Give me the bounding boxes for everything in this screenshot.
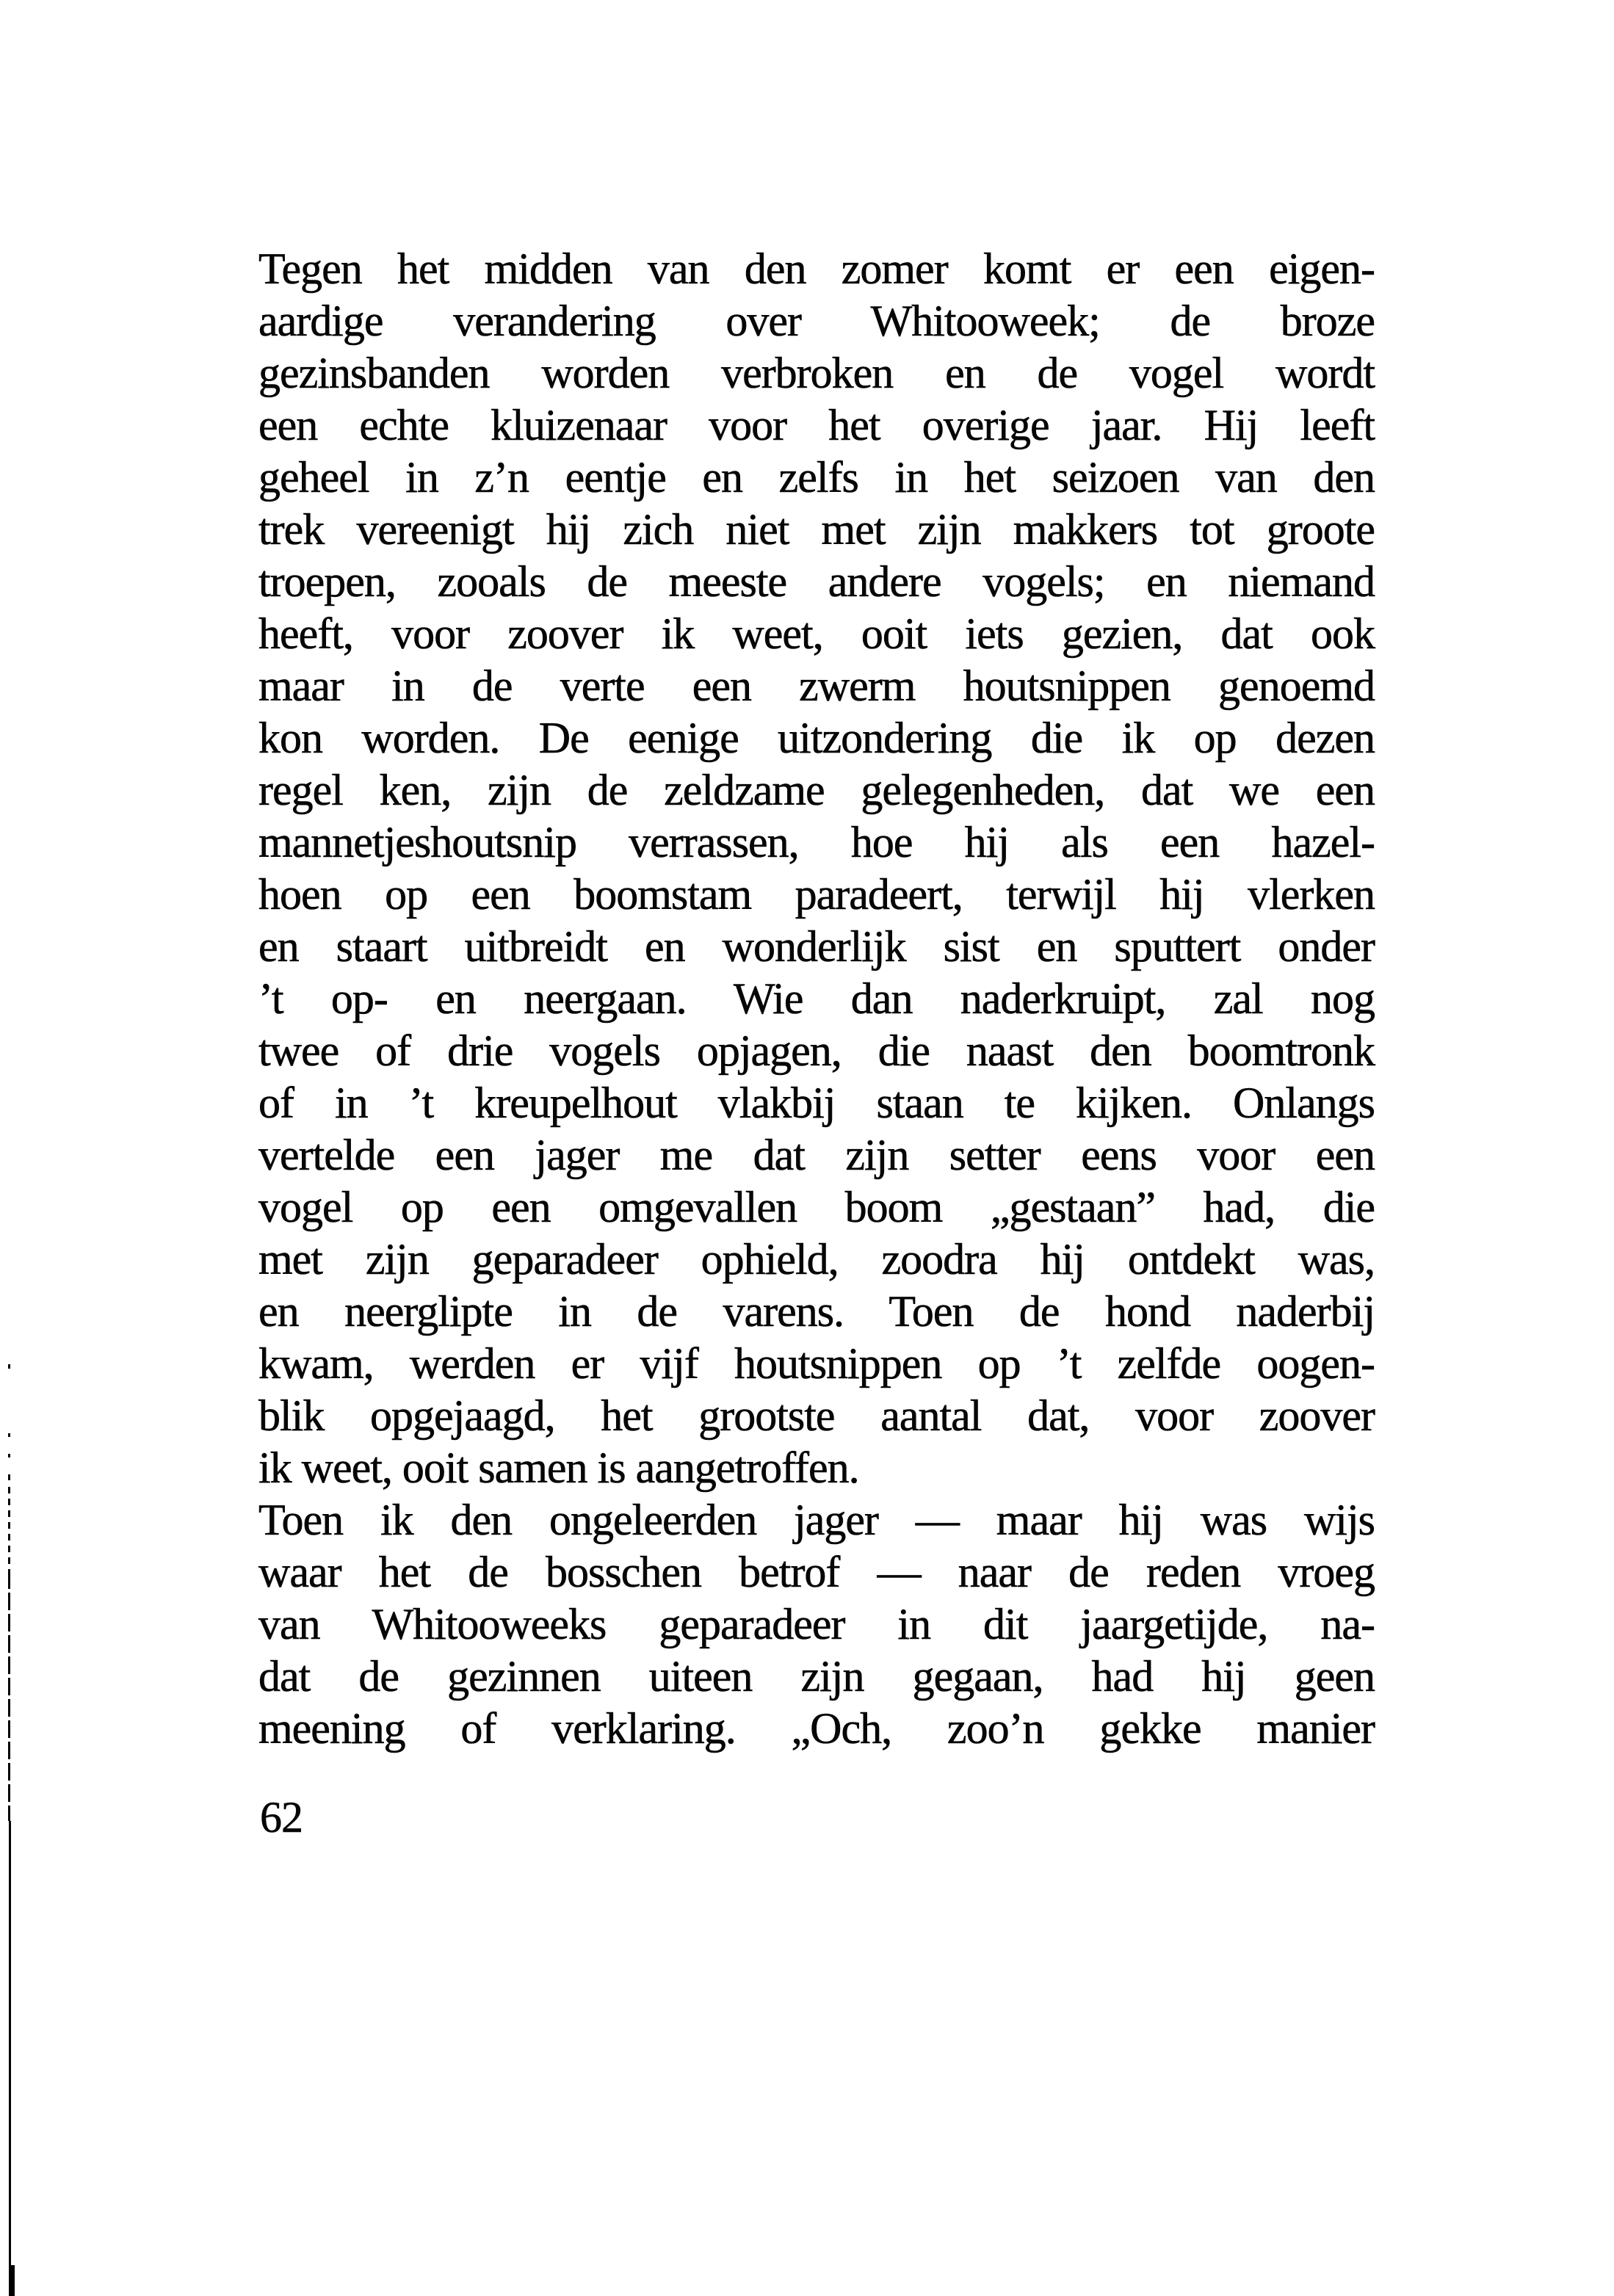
body-text — [258, 243, 1375, 1755]
text-line: troepen, zooals de meeste andere vogels; en niemand — [258, 557, 1375, 606]
text-line: waar het de bosschen betrof — naar de reden vroeg — [258, 1548, 1375, 1596]
scan-artifact-dot — [8, 1454, 10, 1457]
text-line: meening of verklaring. „Och, zoo’n gekke manier — [258, 1704, 1375, 1753]
text-line: trek vereenigt hij zich niet met zijn makkers tot groote — [258, 505, 1375, 554]
text-line: kon worden. De eenige uitzondering die ik op dezen — [258, 714, 1375, 762]
text-line: aardige verandering over Whitooweek; de broze — [258, 297, 1375, 345]
text-line: en staart uitbreidt en wonderlijk sist en sputtert onder — [258, 922, 1375, 971]
page-number: 62 — [260, 1793, 303, 1841]
scan-artifact-edge-line — [9, 1821, 11, 2296]
text-line: kwam, werden er vijf houtsnippen op ’t zelfde oogen- — [258, 1339, 1375, 1388]
text-line: of in ’t kreupelhout vlakbij staan te kijken. Onlangs — [258, 1079, 1375, 1127]
text-line: gezinsbanden worden verbroken en de vogel wordt — [258, 349, 1375, 397]
text-line: ik weet, ooit samen is aangetroffen. — [258, 1444, 859, 1492]
scan-artifact-dot — [8, 1433, 10, 1437]
text-line: met zijn geparadeer ophield, zoodra hij ontdekt was, — [258, 1235, 1375, 1283]
scan-artifact-dot — [8, 1364, 10, 1369]
scan-artifact-broken-line — [8, 1571, 10, 1821]
scan-artifact-dot — [8, 1474, 10, 1480]
text-line: van Whitooweeks geparadeer in dit jaargetijde, na- — [258, 1600, 1375, 1648]
text-line: maar in de verte een zwerm houtsnippen genoemd — [258, 662, 1375, 710]
text-line: heeft, voor zoover ik weet, ooit iets gezien, dat ook — [258, 609, 1375, 658]
text-line: hoen op een boomstam paradeert, terwijl hij vlerken — [258, 870, 1375, 919]
text-line: en neerglipte in de varens. Toen de hond naderbij — [258, 1287, 1375, 1336]
text-line: mannetjeshoutsnip verrassen, hoe hij als een hazel- — [258, 818, 1375, 866]
text-line: vogel op een omgevallen boom „gestaan” had, die — [258, 1183, 1375, 1231]
scan-artifact-dashed-line — [8, 1487, 10, 1571]
text-line: vertelde een jager me dat zijn setter eens voor een — [258, 1131, 1375, 1179]
text-line: twee of drie vogels opjagen, die naast den boomtronk — [258, 1026, 1375, 1075]
text-line: blik opgejaagd, het grootste aantal dat, voor zoover — [258, 1391, 1375, 1440]
text-line: Toen ik den ongeleerden jager — maar hij was wijs — [258, 1496, 1375, 1544]
text-line: Tegen het midden van den zomer komt er een eigen- — [258, 245, 1375, 293]
text-line: dat de gezinnen uiteen zijn gegaan, had hij geen — [258, 1652, 1375, 1701]
text-line: ’t op- en neergaan. Wie dan naderkruipt, zal nog — [258, 974, 1375, 1023]
scan-artifact-edge-blob — [9, 2265, 15, 2296]
text-line: een echte kluizenaar voor het overige jaar. Hij leeft — [258, 401, 1375, 449]
text-line: geheel in z’n eentje en zelfs in het seizoen van den — [258, 453, 1375, 501]
text-line: regel ken, zijn de zeldzame gelegenheden, dat we een — [258, 766, 1375, 814]
